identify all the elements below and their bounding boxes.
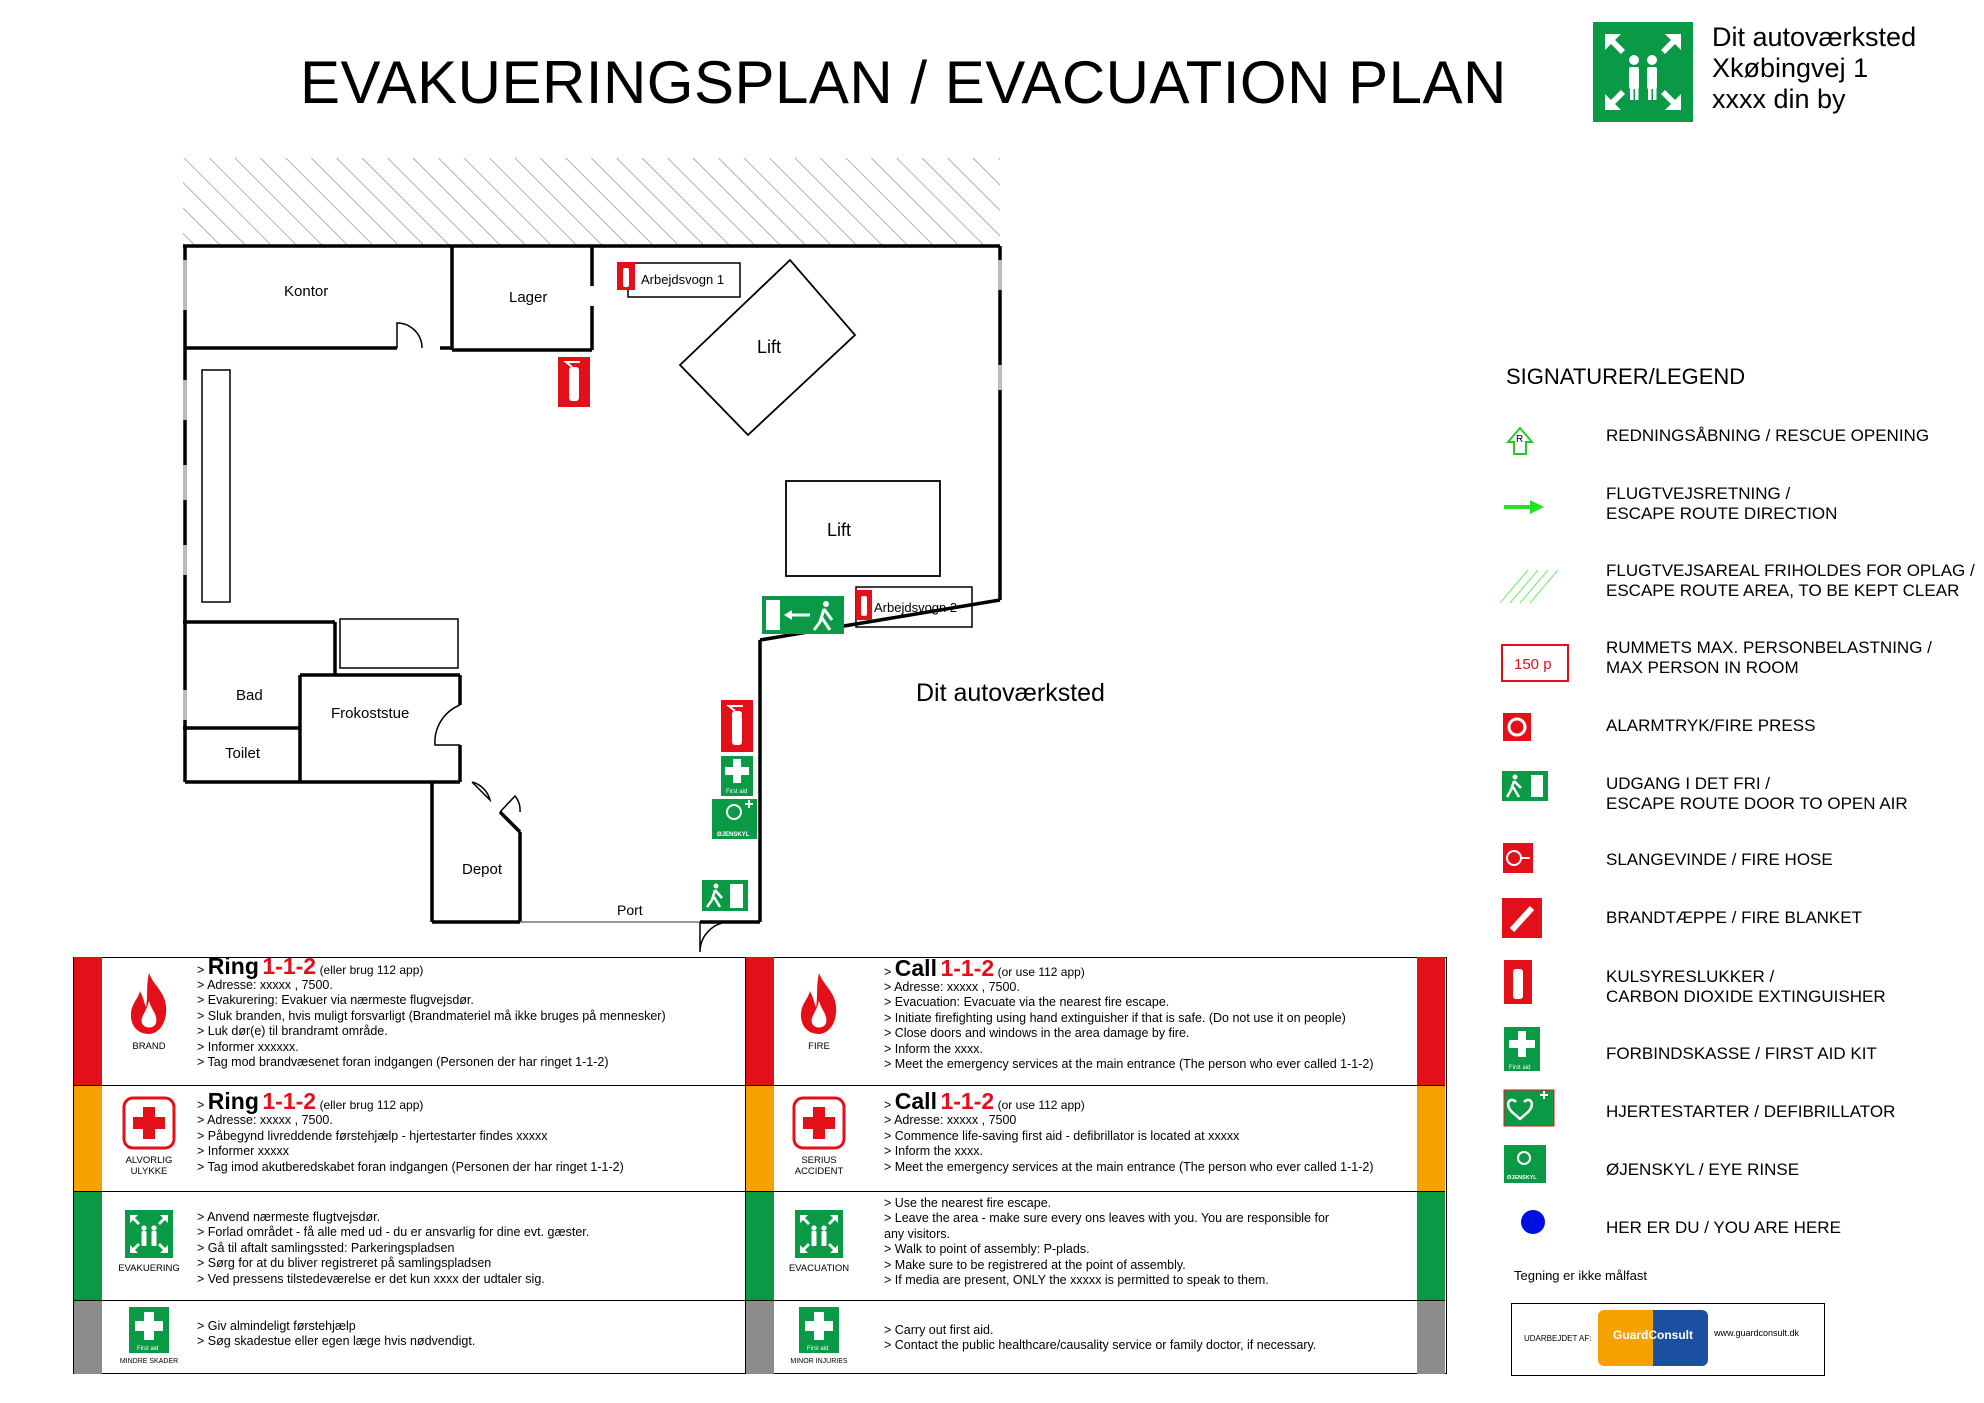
room-bad: Bad — [236, 687, 263, 704]
page-title: EVAKUERINGSPLAN / EVACUATION PLAN — [300, 49, 1507, 116]
room-kontor: Kontor — [284, 283, 329, 300]
exit-door-icon — [1502, 771, 1548, 801]
instruction-row-accident — [74, 1085, 1445, 1192]
svg-text:First aid: First aid — [807, 1346, 829, 1352]
instruction-table — [73, 952, 1447, 1374]
first-aid-icon: First aid MINOR INJURIES — [784, 1307, 854, 1365]
room-lift-2: Lift — [827, 520, 852, 540]
room-lift-1: Lift — [757, 337, 782, 357]
instruction-text-en: > Call 1-1-2 (or use 112 app) > Adresse: xxxxx , 7500. > Evacuation: Evacuate via the nearest fire escape. > Initiate firefighting using hand extinguisher if that is safe. (Do not use it on people) > Close doors and windows in the area damage by fire. > Inform the xxxx. > Meet the emergency services at the main entrance (The person who ever called 1-1-2) — [884, 954, 1374, 1071]
svg-text:R: R — [1516, 434, 1524, 445]
instruction-text-en: > Call 1-1-2 (or use 112 app) > Adresse: xxxxx , 7500 > Commence life-saving first aid - defibrillator is located at xxxxx > Inform the xxxx. > Meet the emergency services at the main entrance (The person who ever called 1-1-2) — [884, 1088, 1374, 1174]
escape-arrow-icon — [1504, 500, 1544, 514]
assembly-point-icon: EVACUATION — [784, 1210, 854, 1274]
extinguisher-icon — [856, 590, 872, 620]
instruction-text-da: > Anvend nærmeste flugtvejsdør. > Forlad området - få alle med ud - du er ansvarlig for dine evt. gæster. > Gå til aftalt samlingssted: Parkeringspladsen > Sørg for at du bliver registreret på samlingspladsen > Ved pressens tilstedeværelse er det kun xxxx der udtaler sig. — [197, 1210, 590, 1286]
eye-rinse-icon — [1504, 1145, 1546, 1183]
max-person-icon — [1502, 645, 1568, 681]
workshop-label: Dit autoværksted — [916, 679, 1105, 707]
fire-hose-icon — [1503, 843, 1533, 873]
eye-rinse-label: ØJENSKYL — [717, 832, 750, 838]
address-line: Dit autoværksted — [1712, 22, 1917, 52]
credit-url: www.guardconsult.dk — [1714, 1328, 1800, 1338]
extinguisher-icon — [1504, 960, 1532, 1004]
legend-item: KULSYRESLUKKER / CARBON DIOXIDE EXTINGUISHER — [1606, 967, 1886, 1006]
svg-text:First aid: First aid — [1509, 1065, 1531, 1071]
legend-item: SLANGEVINDE / FIRE HOSE — [1606, 850, 1833, 869]
instruction-text-da: > Giv almindeligt førstehjælp > Søg skadestue eller egen læge hvis nødvendigt. — [197, 1319, 476, 1349]
legend-item: RUMMETS MAX. PERSONBELASTNING / MAX PERSON IN ROOM — [1606, 638, 1932, 677]
fire-alarm-icon — [1503, 713, 1531, 741]
legend-item: HER ER DU / YOU ARE HERE — [1606, 1218, 1841, 1237]
svg-text:150 p: 150 p — [1514, 656, 1552, 673]
legend-title: SIGNATURER/LEGEND — [1506, 364, 1746, 389]
extinguisher-icon — [721, 700, 753, 752]
room-lager: Lager — [509, 289, 548, 306]
port-label: Port — [617, 902, 643, 918]
assembly-point-icon: EVAKUERING — [114, 1210, 184, 1274]
you-are-here-icon — [1521, 1210, 1545, 1234]
instruction-row-minor — [74, 1300, 1445, 1374]
instruction-text-da: > Ring 1-1-2 (eller brug 112 app) > Adresse: xxxxx , 7500. > Påbegynd livreddende førstehjælp - hjertestarter findes xxxxx > Informer xxxxx > Tag imod akutberedskabet foran indgangen (Personen der har ringet 1-1-2) — [197, 1088, 624, 1174]
room-arbejdsvogn-1: Arbejdsvogn 1 — [641, 272, 725, 287]
legend-item: ØJENSKYL / EYE RINSE — [1606, 1160, 1800, 1179]
room-depot: Depot — [462, 861, 503, 878]
defibrillator-icon — [1504, 1090, 1554, 1126]
svg-text:ØJENSKYL: ØJENSKYL — [1507, 1175, 1537, 1181]
first-aid-icon — [1504, 1027, 1540, 1071]
exit-sign-icon — [762, 596, 844, 634]
legend-icons — [1500, 420, 1570, 1250]
instruction-text-da: > Ring 1-1-2 (eller brug 112 app) > Adresse: xxxxx , 7500. > Evakurering: Evakuer via nærmeste flugvejsdør. > Sluk branden, hvis muligt forsvarligt (Brandmateriel må ikke bruges på mennesker) > Luk dør(e) til brandramt område. > Informer xxxxxx. > Tag mod brandvæsenet foran indgangen (Personen der har ringet 1-1-2) — [197, 952, 666, 1069]
first-aid-icon: First aid MINDRE SKADER — [114, 1307, 184, 1365]
legend-item: ALARMTRYK/FIRE PRESS — [1606, 716, 1816, 735]
legend-item: FLUGTVEJSAREAL FRIHOLDES FOR OPLAG / ESCAPE ROUTE AREA, TO BE KEPT CLEAR — [1606, 561, 1975, 600]
first-aid-cross-icon: SERIUS ACCIDENT — [784, 1096, 854, 1177]
address-line: Xkøbingvej 1 — [1712, 53, 1869, 83]
first-aid-label: First aid — [726, 789, 748, 795]
legend-item: REDNINGSÅBNING / RESCUE OPENING — [1606, 426, 1930, 445]
legend-item: FLUGTVEJSRETNING / ESCAPE ROUTE DIRECTION — [1606, 484, 1838, 523]
room-arbejdsvogn-2: Arbejdsvogn 2 — [874, 600, 958, 615]
legend-item: FORBINDSKASSE / FIRST AID KIT — [1606, 1044, 1877, 1063]
credit-prefix: UDARBEJDET AF: — [1524, 1334, 1592, 1343]
svg-text:First aid: First aid — [137, 1346, 159, 1352]
room-frokoststue: Frokoststue — [331, 705, 410, 722]
guardconsult-logo: GuardConsult — [1598, 1310, 1708, 1366]
legend-item: HJERTESTARTER / DEFIBRILLATOR — [1606, 1102, 1896, 1121]
instruction-text-en: > Carry out first aid. > Contact the public healthcare/causality service or family doctor, if necessary. — [884, 1323, 1317, 1353]
address-line: xxxx din by — [1712, 84, 1846, 114]
extinguisher-icon — [558, 357, 590, 407]
fire-blanket-icon — [1502, 898, 1542, 938]
extinguisher-icon — [617, 262, 635, 290]
credit-box — [1511, 1303, 1825, 1376]
hatch-area-icon — [1500, 570, 1558, 603]
legend-item: UDGANG I DET FRI / ESCAPE ROUTE DOOR TO OPEN AIR — [1606, 774, 1908, 813]
instruction-text-en: > Use the nearest fire escape. > Leave the area - make sure every ons leaves with you. You are responsible for any visitors. > Walk to point of assembly: P-plads. > Make sure to be registrered at the point of assembly. > If media are present, ONLY the xxxxx is permitted to speak to them. — [884, 1196, 1330, 1288]
legend-item: BRANDTÆPPE / FIRE BLANKET — [1606, 908, 1862, 927]
room-toilet: Toilet — [225, 745, 261, 762]
scale-note: Tegning er ikke målfast — [1514, 1268, 1647, 1283]
instruction-row-fire — [74, 952, 1445, 1085]
fire-icon: BRAND — [114, 971, 184, 1052]
fire-icon: FIRE — [784, 971, 854, 1052]
hatched-escape-area — [183, 158, 1000, 248]
rescue-opening-icon — [1508, 428, 1532, 454]
first-aid-cross-icon: ALVORLIG ULYKKE — [114, 1096, 184, 1177]
instruction-row-evacuation — [74, 1191, 1445, 1301]
exit-door-icon — [702, 880, 748, 911]
